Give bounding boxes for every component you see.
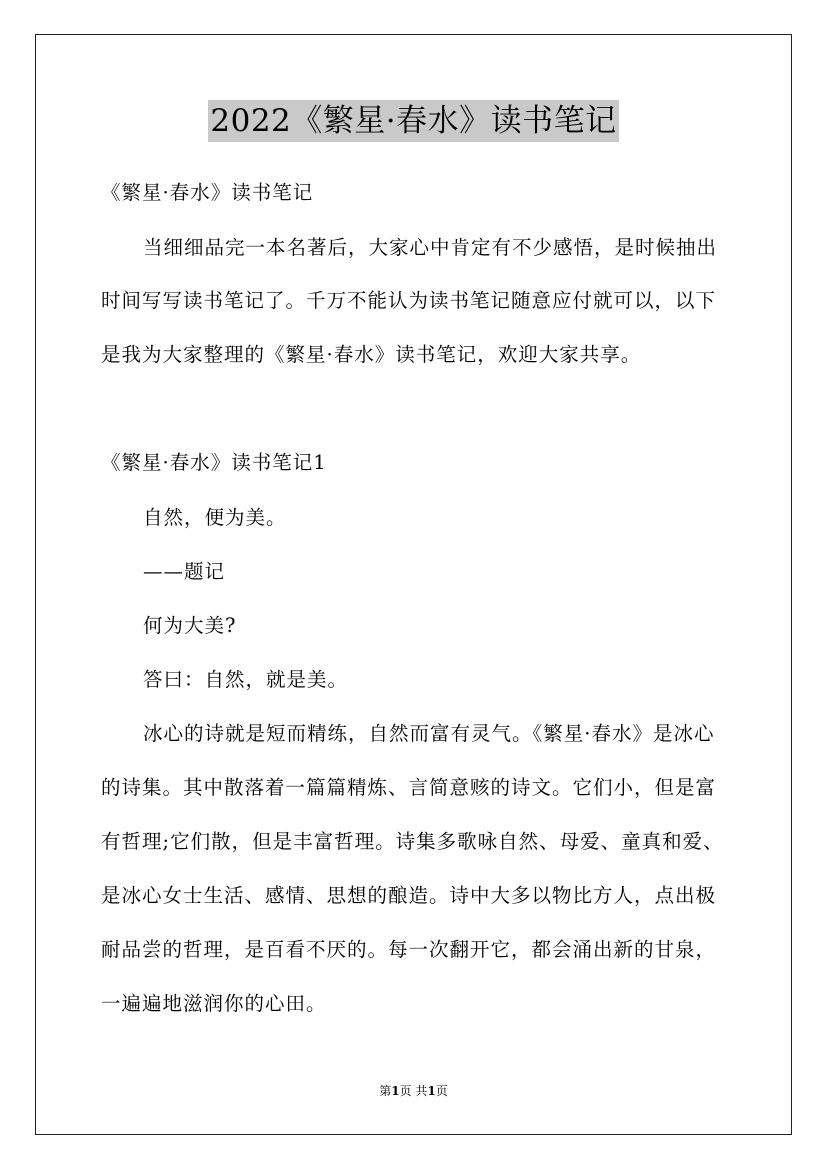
footer-suffix: 页	[435, 1084, 448, 1098]
body-line-answer: 答曰：自然，就是美。	[143, 668, 349, 691]
intro-line-3: 是我为大家整理的《繁星·春水》读书笔记，欢迎大家共享。	[101, 343, 642, 366]
body-line-signature: ——题记	[143, 560, 226, 583]
subtitle: 《繁星·春水》读书笔记	[101, 181, 314, 204]
footer-prefix: 第	[379, 1084, 392, 1098]
intro-line-1: 当细细品完一本名著后，大家心中肯定有不少感悟，是时候抽出	[143, 236, 718, 259]
body-line-question: 何为大美?	[143, 614, 237, 637]
body-para-line-1: 冰心的诗就是短而精练，自然而富有灵气。《繁星·春水》是冰心	[143, 722, 715, 745]
body-line-epigraph: 自然，便为美。	[143, 506, 287, 529]
body-para-line-2: 的诗集。其中散落着一篇篇精炼、言简意赅的诗文。它们小，但是富	[101, 776, 717, 799]
body-para-line-3: 有哲理;它们散，但是丰富哲理。诗集多歌咏自然、母爱、童真和爱、	[101, 830, 724, 853]
section-heading: 《繁星·春水》读书笔记1	[101, 451, 327, 474]
intro-line-2: 时间写写读书笔记了。千万不能认为读书笔记随意应付就可以，以下	[101, 289, 717, 312]
footer-middle: 页 共	[399, 1084, 428, 1098]
footer-page-number: 1	[391, 1084, 400, 1098]
document-title: 2022《繁星·春水》读书笔记	[208, 100, 618, 142]
body-para-line-4: 是冰心女士生活、感情、思想的酿造。诗中大多以物比方人，点出极	[101, 884, 717, 907]
title-container	[0, 100, 827, 142]
page-footer	[0, 1083, 827, 1099]
body-para-line-5: 耐品尝的哲理，是百看不厌的。每一次翻开它，都会涌出新的甘泉，	[101, 938, 717, 961]
footer-page-total: 1	[427, 1084, 436, 1098]
body-para-line-6: 一遍遍地滋润你的心田。	[101, 992, 327, 1015]
